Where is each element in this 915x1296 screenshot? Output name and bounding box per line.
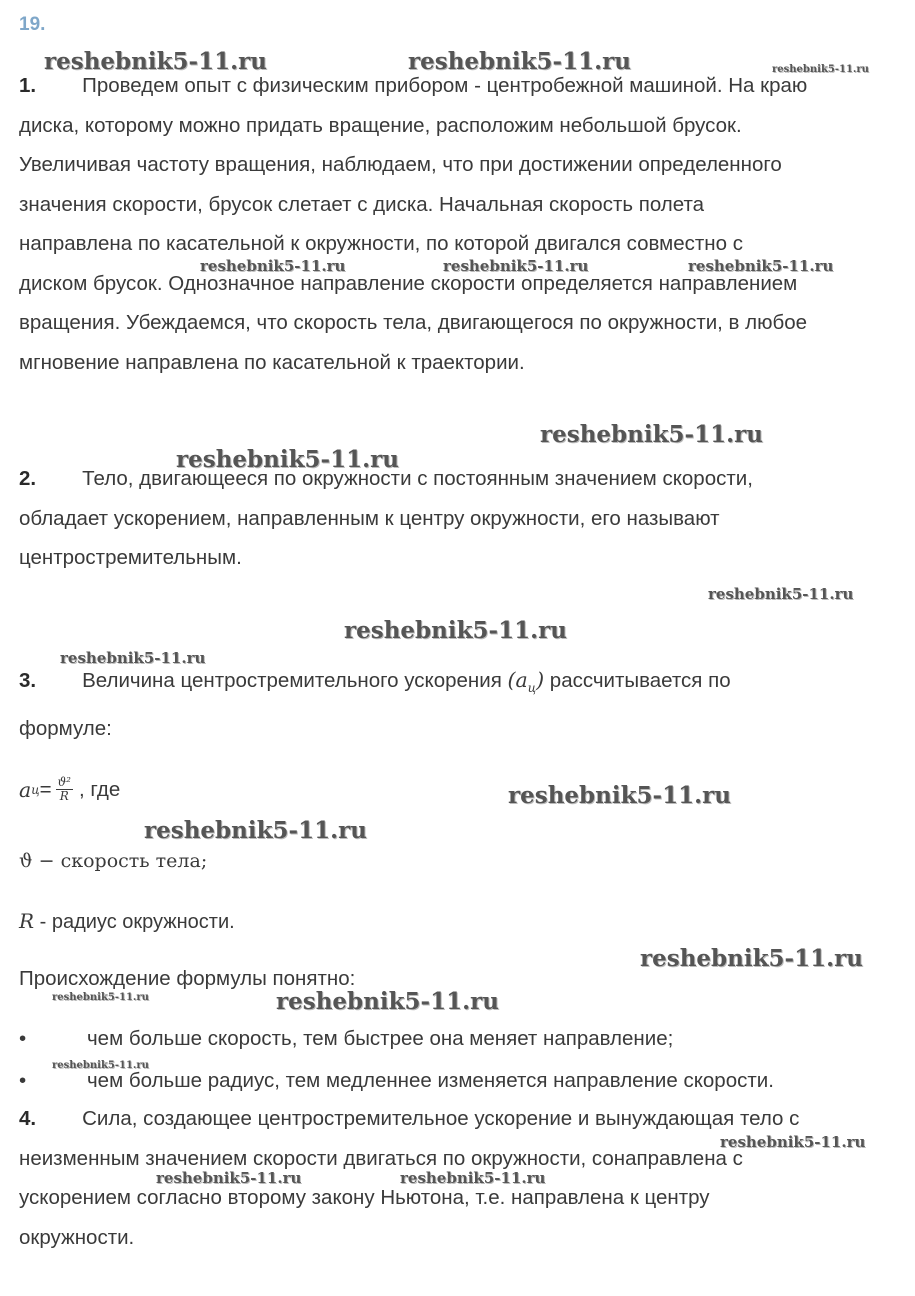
section-1-number: 1. <box>19 74 37 97</box>
origin-line: Происхождение формулы понятно: <box>19 967 356 990</box>
watermark: reshebnik5-11.ru <box>400 1169 546 1187</box>
section-3-line-2: формуле: <box>19 716 112 740</box>
section-2-line: обладает ускорением, направленным к центру окружности, его называют <box>19 506 720 530</box>
formula-denominator: R <box>59 789 69 803</box>
section-4-number: 4. <box>19 1107 37 1130</box>
formula-numerator: ϑ² <box>57 775 71 789</box>
section-1-line: вращения. Убеждаемся, что скорость тела, двигающегося по окружности, в любое <box>19 311 808 334</box>
formula-lhs: a <box>19 777 32 802</box>
section-1 <box>19 66 909 382</box>
definition-radius <box>19 909 235 934</box>
accel-paren-close: ) <box>536 668 545 692</box>
bullet-mark: • <box>19 1027 27 1050</box>
watermark: reshebnik5-11.ru <box>540 421 763 448</box>
formula-tail: , где <box>78 777 121 801</box>
formula <box>19 776 120 803</box>
radius-text: - радиус окружности. <box>34 911 235 933</box>
definition-velocity: ϑ − скорость тела; <box>19 850 208 872</box>
watermark: reshebnik5-11.ru <box>60 649 206 667</box>
formula-lhs-subscript: ц <box>31 782 40 797</box>
accel-subscript: ц <box>527 681 537 696</box>
formula-fraction <box>56 776 73 803</box>
section-4-line: Сила, создающее центростремительное ускорение и вынуждающая тело с <box>82 1107 800 1130</box>
section-2-line: центростремительным. <box>19 546 242 569</box>
watermark: reshebnik5-11.ru <box>688 257 834 275</box>
list-item-text: чем больше скорость, тем быстрее она меняет направление; <box>87 1027 674 1050</box>
formula-equals: = <box>39 777 52 801</box>
watermark: reshebnik5-11.ru <box>156 1169 302 1187</box>
watermark: reshebnik5-11.ru <box>772 64 869 75</box>
section-2 <box>19 459 909 578</box>
section-3-text-b: рассчитывается по <box>544 669 731 692</box>
section-1-line: направлена по касательной к окружности, по которой двигался совместно с <box>19 232 743 255</box>
section-1-line: диском брусок. Однозначное направление скорости определяется направлением <box>19 271 798 295</box>
watermark: reshebnik5-11.ru <box>640 945 863 972</box>
list-item-text: чем больше радиус, тем медленнее изменяется направление скорости. <box>87 1069 774 1092</box>
list-item <box>19 1069 774 1093</box>
section-3-number: 3. <box>19 669 37 692</box>
watermark: reshebnik5-11.ru <box>200 257 346 275</box>
watermark: reshebnik5-11.ru <box>52 992 149 1003</box>
section-1-line: диска, которому можно придать вращение, расположим небольшой брусок. <box>19 113 742 137</box>
watermark: reshebnik5-11.ru <box>708 585 854 603</box>
watermark: reshebnik5-11.ru <box>276 988 499 1015</box>
section-1-line: Проведем опыт с физическим прибором - центробежной машиной. На краю <box>82 74 808 97</box>
watermark: reshebnik5-11.ru <box>443 257 589 275</box>
accel-symbol: (a <box>507 668 528 692</box>
section-4-line: неизменным значением скорости двигаться по окружности, сонаправлена с <box>19 1146 743 1170</box>
watermark: reshebnik5-11.ru <box>144 817 367 844</box>
task-number: 19. <box>19 14 46 35</box>
section-2-line: Тело, двигающееся по окружности с постоянным значением скорости, <box>82 467 753 490</box>
watermark: reshebnik5-11.ru <box>344 617 567 644</box>
section-4-line: ускорением согласно второму закону Ньютона, т.е. направлена к центру <box>19 1186 710 1209</box>
watermark: reshebnik5-11.ru <box>52 1060 149 1071</box>
section-1-line: Увеличивая частоту вращения, наблюдаем, что при достижении определенного <box>19 153 782 176</box>
section-2-number: 2. <box>19 467 37 490</box>
watermark: reshebnik5-11.ru <box>720 1133 866 1151</box>
watermark: reshebnik5-11.ru <box>508 782 731 809</box>
watermark: reshebnik5-11.ru <box>408 48 631 75</box>
watermark: reshebnik5-11.ru <box>176 446 399 473</box>
bullet-mark: • <box>19 1069 27 1092</box>
section-4-line: окружности. <box>19 1225 135 1249</box>
radius-symbol: R <box>19 909 35 933</box>
watermark: reshebnik5-11.ru <box>44 48 267 75</box>
section-3-text-a: Величина центростремительного ускорения <box>82 669 508 692</box>
section-1-line: значения скорости, брусок слетает с диска. Начальная скорость полета <box>19 192 705 216</box>
section-1-line: мгновение направлена по касательной к траектории. <box>19 350 525 374</box>
list-item <box>19 1027 673 1051</box>
section-3 <box>19 661 909 748</box>
